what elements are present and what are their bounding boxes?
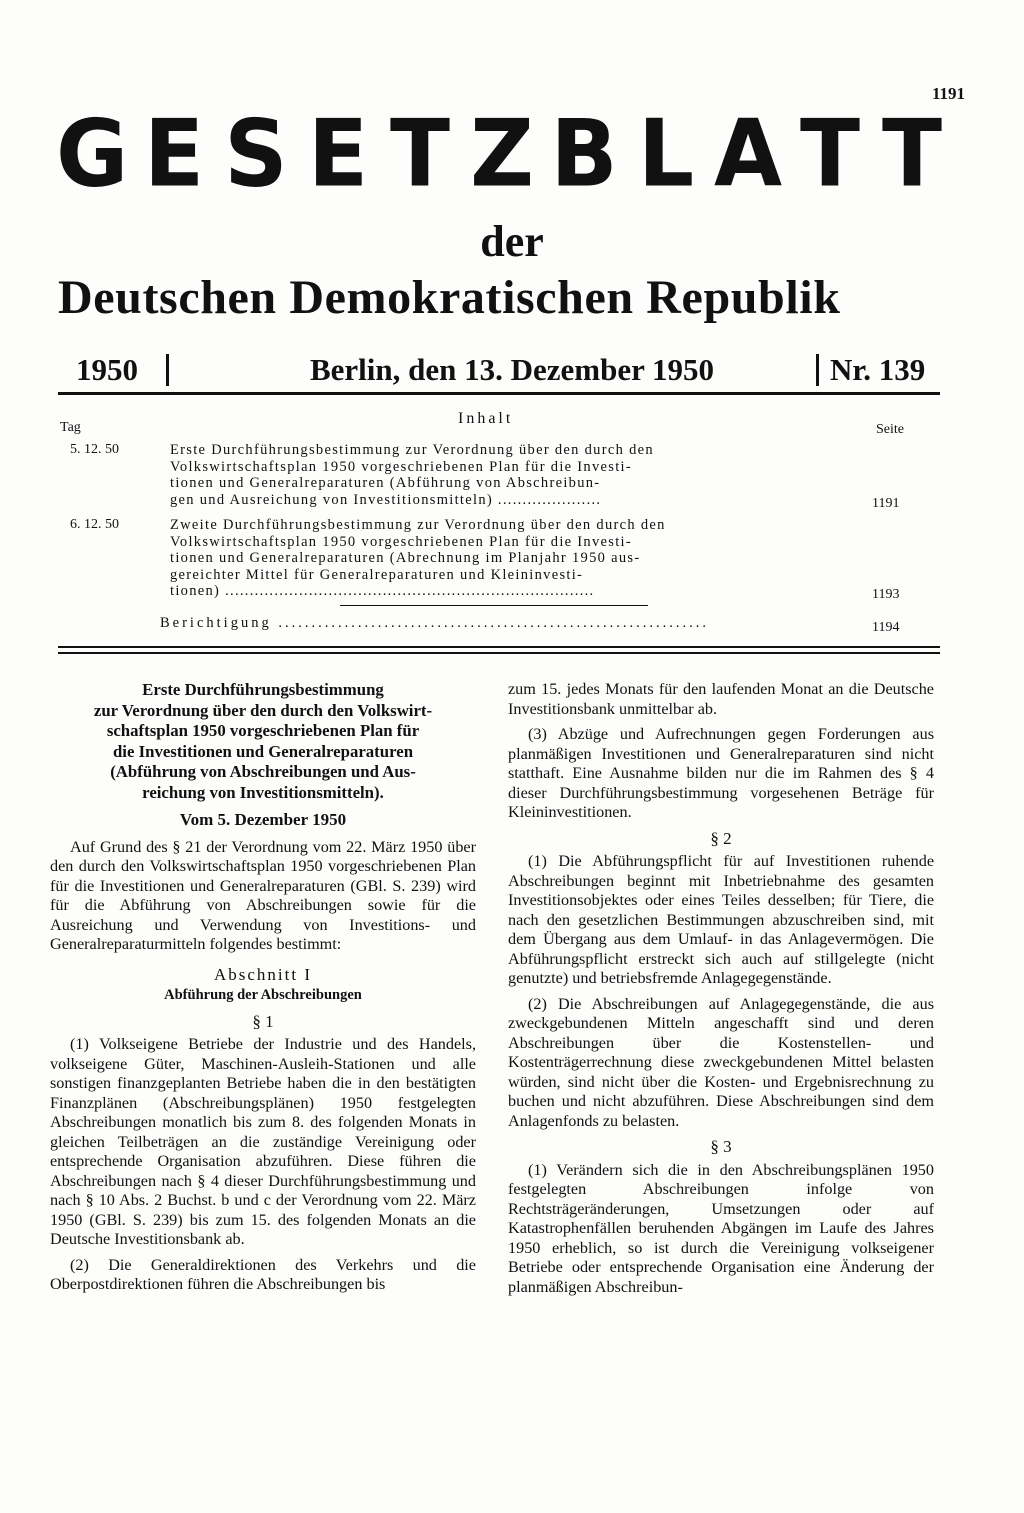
toc-line: tionen und Generalreparaturen (Abrechnung im Planjahr 1950 aus- bbox=[170, 550, 641, 566]
toc-entry-page: 1193 bbox=[872, 587, 900, 602]
rule-top bbox=[58, 646, 940, 648]
masthead-letter: E bbox=[307, 99, 369, 208]
issue-year: 1950 bbox=[76, 352, 138, 387]
toc-title: Inhalt bbox=[458, 410, 514, 427]
section-title: Abführung der Abschreibungen bbox=[164, 987, 362, 1003]
toc-line: gen und Ausreichung von Investitionsmitteln) ..................... bbox=[170, 491, 602, 508]
toc-line: gereichter Mittel für Generalreparaturen und Kleininvesti- bbox=[170, 566, 584, 583]
masthead-title bbox=[56, 99, 948, 208]
paragraph-mark: § 3 bbox=[710, 1137, 732, 1156]
rule-bottom bbox=[58, 652, 940, 654]
decree-date: Vom 5. Dezember 1950 bbox=[179, 810, 347, 829]
title-line: schaftsplan 1950 vorgeschriebenen Plan für bbox=[106, 721, 420, 740]
paragraph-mark: § 2 bbox=[710, 828, 732, 848]
toc-entry-date: 6. 12. 50 bbox=[70, 517, 119, 532]
decree-title bbox=[50, 680, 476, 803]
issue-divider bbox=[816, 354, 819, 386]
toc-line: tionen und Generalreparaturen (Abführung von Abschreibun- bbox=[170, 475, 601, 491]
preamble: Auf Grund des § 21 der Verordnung vom 22. März 1950 über den durch den Volkswirtschaftsplan 1950 vorgeschriebenen Plan für die Investitionen und Generalreparaturen (GBl. S. 239) wird für die Abführung von Abschreibungen sowie für die Ausreichung und Verwendung von Investitions- und Generalreparaturmitteln folgendes bestimmt: bbox=[50, 837, 476, 953]
toc-line: tionen) ........................................................................... bbox=[170, 583, 595, 599]
toc-line: Volkswirtschaftsplan 1950 vorgeschriebenen Plan für die Investi- bbox=[170, 533, 632, 550]
title-line: die Investitionen und Generalreparaturen bbox=[112, 741, 414, 761]
masthead-letter: A bbox=[713, 99, 783, 208]
paragraph-mark: § 1 bbox=[252, 1011, 274, 1031]
masthead-letter: S bbox=[224, 99, 288, 208]
masthead-letter: E bbox=[143, 99, 205, 208]
toc-day-header: Tag bbox=[60, 420, 81, 435]
masthead-letter: G bbox=[56, 99, 129, 208]
masthead-republik: Deutschen Demokratischen Republik bbox=[58, 271, 841, 324]
issue-date: Berlin, den 13. Dezember 1950 bbox=[309, 352, 715, 387]
issue-bar bbox=[58, 352, 940, 395]
masthead-letter: L bbox=[637, 99, 695, 208]
left-column bbox=[50, 680, 476, 1295]
paragraph-text: (2) Die Abschreibungen auf Anlagegegenstände, die aus zweckgebundenen Mitteln angeschafft sind und deren Abschreibungen über die Kostenstellen- und Kostenträgerrechnung diese zweckgebundenen Mittel belasten würden, sind nicht über die Kosten- und Ergebnisrechnung zu buchen und nicht abzuführen. Diese Abschreibungen sind dem Anlagenfonds zu belasten. bbox=[508, 994, 934, 1130]
paragraph-text: (1) Die Abführungspflicht für auf Investitionen ruhende Abschreibungen beginnt mit Inbetriebnahme des gesamten Investitionsobjektes oder eines Teiles desselben; für Tiere, die nach den gesetzlichen Bestimmungen abzuschreiben sind, mit dem Übergang aus dem Umlauf- in das Anlagevermögen. Die Abführungspflicht erstreckt sich auch auf stillgelegte (nicht genutzte) und betriebsfremde Anlagegegenstände. bbox=[508, 852, 934, 987]
masthead-letter: T bbox=[389, 99, 451, 208]
paragraph-text: (1) Verändern sich die in den Abschreibungsplänen 1950 festgelegten Abschreibungen infolge von Rechtsträgeränderungen, Umsetzungen oder auf Katastrophenfällen beruhenden Abgängen im Laufe des Jahres 1950 erheblich, so ist durch die Vereinigung volkseigener Betriebe oder entsprechende Organisation eine Änderung der planmäßigen Abschreibun- bbox=[508, 1160, 934, 1296]
toc-correction: Berichtigung ................................................................. bbox=[160, 615, 709, 631]
issue-number: Nr. 139 bbox=[830, 352, 926, 387]
toc-entry-date: 5. 12. 50 bbox=[70, 442, 119, 457]
masthead-letter: T bbox=[799, 99, 861, 208]
toc-line: Zweite Durchführungsbestimmung zur Verordnung über den durch den bbox=[170, 517, 666, 533]
toc-correction-page: 1194 bbox=[872, 620, 900, 635]
toc-page-header: Seite bbox=[876, 422, 904, 437]
right-column bbox=[508, 680, 934, 1297]
masthead-letter: Z bbox=[470, 99, 534, 208]
toc-line: Erste Durchführungsbestimmung zur Verordnung über den durch den bbox=[170, 442, 654, 458]
paragraph-text: zum 15. jedes Monats für den laufenden Monat an die Deutsche Investitionsbank unmittelbar ab. bbox=[508, 680, 934, 718]
title-line: zur Verordnung über den durch den Volkswirt- bbox=[93, 700, 433, 720]
paragraph-text: (2) Die Generaldirektionen des Verkehrs und die Oberpostdirektionen führen die Abschreibungen bis bbox=[50, 1255, 476, 1293]
issue-divider bbox=[166, 354, 169, 386]
paragraph-text: (3) Abzüge und Aufrechnungen gegen Forderungen aus planmäßigen Investitionen und Generalreparaturen sind nicht statthaft. Eine Ausnahme bilden nur die im Rahmen des § 4 dieser Durchführungsbestimmung vorgesehenen Beträge für Kleininvestitionen. bbox=[508, 725, 934, 821]
page-number: 1191 bbox=[931, 84, 965, 103]
masthead-der: der bbox=[480, 217, 544, 266]
title-line: (Abführung von Abschreibungen und Aus- bbox=[110, 762, 416, 781]
title-line: reichung von Investitionsmitteln). bbox=[142, 782, 384, 802]
title-line: Erste Durchführungsbestimmung bbox=[142, 680, 384, 699]
masthead-letter: T bbox=[881, 99, 943, 208]
toc-entry-page: 1191 bbox=[872, 496, 900, 511]
toc-line: Volkswirtschaftsplan 1950 vorgeschriebenen Plan für die Investi- bbox=[170, 458, 632, 475]
toc-entry-text bbox=[170, 517, 830, 600]
masthead-letter: B bbox=[550, 99, 618, 208]
section-heading: Abschnitt I bbox=[213, 964, 313, 984]
toc-divider bbox=[340, 605, 648, 606]
toc-entry-text bbox=[170, 442, 830, 508]
paragraph-text: (1) Volkseigene Betriebe der Industrie und des Handels, volkseigene Güter, Maschinen-Ausleih-Stationen und alle sonstigen finanzgeplanten Betriebe haben die in den bestätigten Finanzplänen (Abschreibungsplänen) 1950 festgelegten Abschreibungen monatlich bis zum 8. des folgenden Monats in gleichen Teilbeträgen an die zuständige Vereinigung oder entsprechende Organisation abzuführen. Diese führen die Abschreibungen nach § 4 dieser Durchführungsbestimmung und nach § 10 Abs. 2 Buchst. b und c der Verordnung vom 22. März 1950 (GBl. S. 239) bis zum 15. des folgenden Monats an die Deutsche Investitionsbank ab. bbox=[50, 1035, 476, 1248]
